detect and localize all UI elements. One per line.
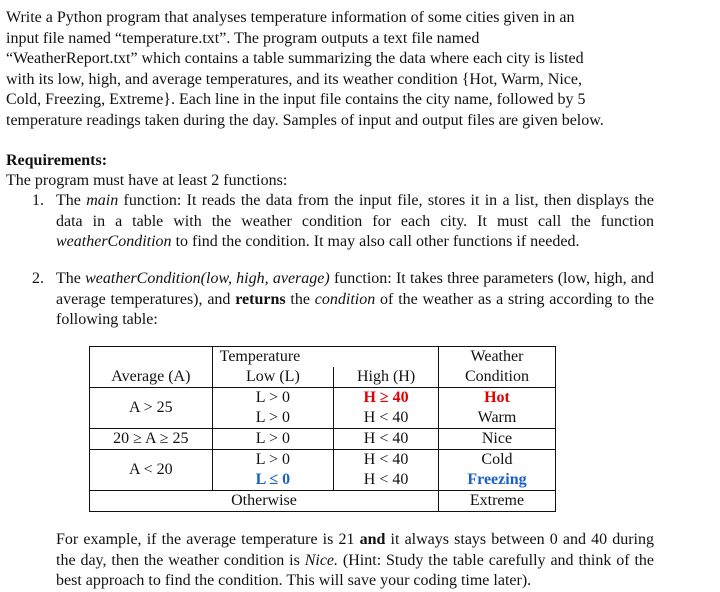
- item-body: [56, 269, 654, 331]
- cell-condition: Freezing: [438, 470, 555, 491]
- weather-condition-table: [89, 346, 556, 512]
- item-number: 2.: [32, 270, 44, 287]
- cell-low: L > 0: [212, 450, 334, 471]
- text-run: it always stays between 0 and 40 during the day, then the weather condition is: [56, 531, 654, 569]
- function-name-main: main: [86, 192, 119, 209]
- nice-word: Nice.: [304, 551, 339, 569]
- table-header-row: [90, 347, 556, 368]
- text-run: the: [285, 290, 315, 308]
- condition-word: condition: [314, 290, 376, 308]
- cell-average: 20 ≥ A ≥ 25: [90, 429, 213, 450]
- function-signature: weatherCondition(low, high, average): [85, 270, 330, 287]
- text-run: to find the condition. It may also call other functions if needed.: [171, 233, 580, 250]
- item-number: 1.: [32, 192, 44, 209]
- text-run: The: [56, 270, 86, 287]
- cell-condition: Nice: [438, 429, 555, 450]
- cell-extreme: Extreme: [438, 491, 555, 512]
- cell-high: H < 40: [334, 470, 439, 491]
- intro-line: Write a Python program that analyses temperature information of some cities given in an: [6, 9, 575, 26]
- header-low: Low (L): [212, 367, 334, 388]
- table-row-otherwise: [90, 491, 556, 512]
- cell-average: A > 25: [90, 388, 213, 429]
- cell-average: A < 20: [90, 450, 213, 491]
- text-run: The: [56, 192, 87, 209]
- cell-low: L > 0: [212, 429, 334, 450]
- header-weather: Weather: [438, 347, 555, 368]
- intro-line: temperature readings taken during the day. Samples of input and output files are given below.: [6, 111, 604, 129]
- text-run: (Hint: Study the table carefully and think of the best approach to find the condition. This will save your coding time later).: [56, 551, 654, 589]
- intro-line: Cold, Freezing, Extreme}. Each line in the input file contains the city name, followed by 5: [6, 91, 586, 108]
- cell-high: H ≥ 40: [334, 388, 439, 409]
- text-run: function: It takes three parameters (low, high, and average temperatures), and: [56, 270, 655, 308]
- requirements-subtitle: The program must have at least 2 functions:: [6, 172, 288, 189]
- header-average: Average (A): [90, 367, 213, 388]
- intro-paragraph: [6, 8, 654, 131]
- and-keyword: and: [359, 531, 386, 548]
- requirements-heading: Requirements:: [6, 152, 108, 169]
- header-high: High (H): [334, 367, 439, 388]
- cell-low: L > 0: [212, 408, 334, 429]
- table-row: [90, 429, 556, 450]
- cell-condition: Cold: [438, 450, 555, 471]
- intro-line: “WeatherReport.txt” which contains a table summarizing the data where each city is listed: [6, 50, 584, 67]
- cell-high: H < 40: [334, 450, 439, 471]
- table-row: [90, 388, 556, 409]
- header-temperature: [212, 347, 438, 368]
- returns-keyword: returns: [235, 290, 286, 308]
- cell-high: H < 40: [334, 408, 439, 429]
- cell-otherwise: Otherwise: [90, 491, 439, 512]
- cell-high: H < 40: [334, 429, 439, 450]
- cell-low: L > 0: [212, 388, 334, 409]
- table-header-row-2: [90, 367, 556, 388]
- text-run: function: It reads the data from the input file, stores it in a list, then displays the data in a table with the weather condition for each city. It must call the function: [56, 192, 654, 230]
- cell-low: L ≤ 0: [212, 470, 334, 491]
- cell-condition: Warm: [438, 408, 555, 429]
- table-row: [90, 450, 556, 471]
- function-name-weather: weatherCondition: [56, 233, 172, 250]
- intro-line: with its low, high, and average temperatures, and its weather condition {Hot, Warm, Nice,: [6, 70, 583, 88]
- cell-condition: Hot: [438, 388, 555, 409]
- text-run: of the weather as a string according to the following table:: [56, 290, 655, 328]
- example-paragraph: [56, 530, 654, 592]
- header-condition: Condition: [438, 367, 555, 388]
- intro-line: input file named “temperature.txt”. The program outputs a text file named: [6, 29, 480, 47]
- header-temperature-text: Temperature: [219, 348, 301, 365]
- item-body: [56, 191, 654, 253]
- text-run: For example, if the average temperature is 21: [56, 531, 360, 548]
